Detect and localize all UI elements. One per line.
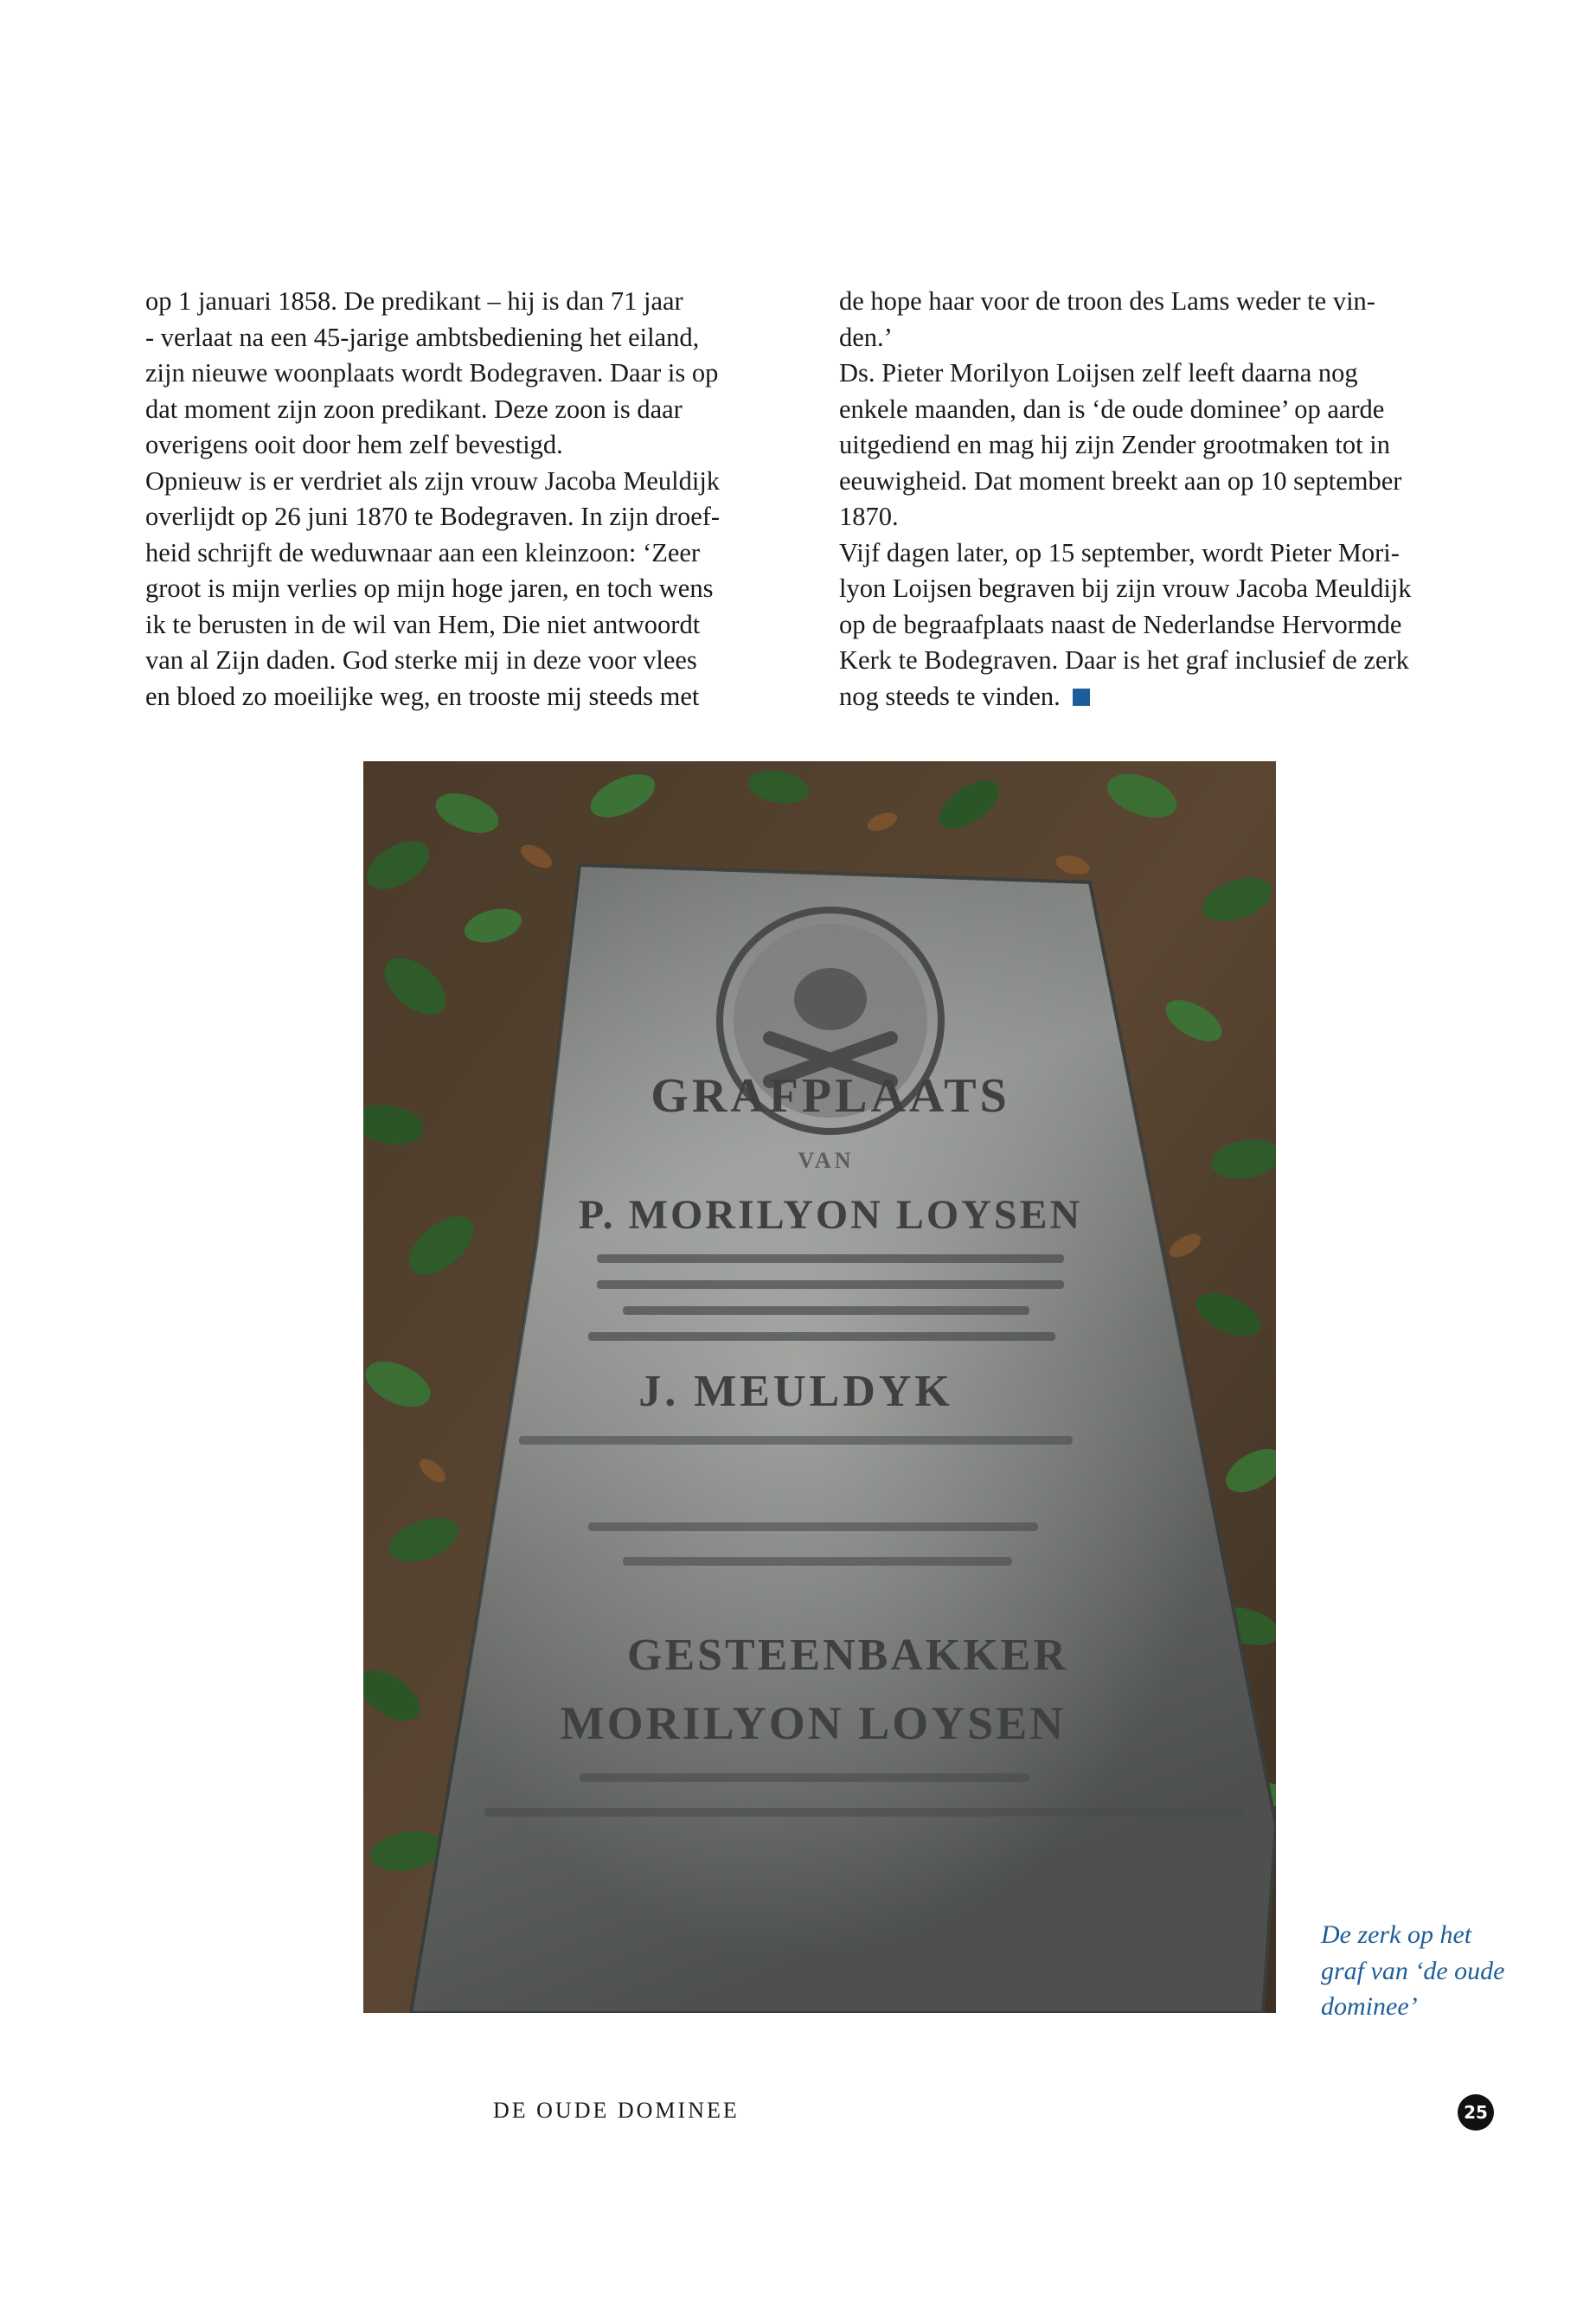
end-of-article-square-icon xyxy=(1073,689,1090,706)
text-line: op 1 januari 1858. De predikant – hij is dan 71 jaar xyxy=(145,286,683,316)
text-line xyxy=(839,679,1505,715)
inscription-line: MORILYON LOYSEN xyxy=(560,1697,1067,1749)
inscription-line: GRAFPLAATS xyxy=(651,1069,1010,1123)
text-line: de hope haar voor de troon des Lams weder te vin- xyxy=(839,286,1375,316)
text-line: Vijf dagen later, op 15 september, wordt Pieter Mori- xyxy=(839,537,1400,567)
inscription-line: P. MORILYON LOYSEN xyxy=(578,1192,1083,1238)
text-line: den.’ xyxy=(839,322,893,352)
left-column-text xyxy=(145,284,811,715)
text-line: heid schrijft de weduwnaar aan een kleinzoon: ‘Zeer xyxy=(145,537,701,567)
right-column-text xyxy=(839,284,1505,715)
gravestone-photo xyxy=(363,761,1276,2013)
caption-line: De zerk op het xyxy=(1321,1920,1472,1949)
text-line: dat moment zijn zoon predikant. Deze zoon is daar xyxy=(145,394,683,424)
page-number-badge: 25 xyxy=(1458,2094,1494,2131)
gravestone-illustration xyxy=(363,761,1276,2013)
inscription-line: GESTEENBAKKER xyxy=(626,1631,1069,1680)
text-line: overigens ooit door hem zelf bevestigd. xyxy=(145,430,563,459)
text-line: Ds. Pieter Morilyon Loijsen zelf leeft daarna nog xyxy=(839,358,1358,388)
article-right-column xyxy=(839,284,1505,715)
text-line: Opnieuw is er verdriet als zijn vrouw Jacoba Meuldijk xyxy=(145,465,721,496)
text-line: Kerk te Bodegraven. Daar is het graf inclusief de zerk xyxy=(839,645,1409,675)
photo-caption xyxy=(1321,1917,1546,2025)
text-line: groot is mijn verlies op mijn hoge jaren, en toch wens xyxy=(145,574,714,603)
caption-line: graf van ‘de oude xyxy=(1321,1956,1505,1985)
inscription-line: VAN xyxy=(798,1148,855,1173)
text-line: 1870. xyxy=(839,502,899,531)
text-line: lyon Loijsen begraven bij zijn vrouw Jacoba Meuldijk xyxy=(839,574,1412,603)
text-line: uitgediend en mag hij zijn Zender grootmaken tot in xyxy=(839,430,1390,459)
text-line: ik te berusten in de wil van Hem, Die niet antwoordt xyxy=(145,609,701,639)
text-line: zijn nieuwe woonplaats wordt Bodegraven. Daar is op xyxy=(145,358,719,388)
inscription-line: J. MEULDYK xyxy=(638,1367,953,1416)
text-line: overlijdt op 26 juni 1870 te Bodegraven. In zijn droef- xyxy=(145,502,721,531)
text-line: van al Zijn daden. God sterke mij in deze voor vlees xyxy=(145,645,697,675)
text-line: op de begraafplaats naast de Nederlandse Hervormde xyxy=(839,609,1402,639)
article-left-column xyxy=(145,284,811,715)
text-line: en bloed zo moeilijke weg, en trooste mij steeds met xyxy=(145,681,700,711)
text-line: eeuwigheid. Dat moment breekt aan op 10 september xyxy=(839,465,1402,496)
text-line: - verlaat na een 45-jarige ambtsbediening het eiland, xyxy=(145,322,700,352)
running-title: DE OUDE DOMINEE xyxy=(493,2098,740,2123)
caption-line: dominee’ xyxy=(1321,1992,1418,2021)
text-line-content: nog steeds te vinden. xyxy=(839,681,1061,711)
text-line: enkele maanden, dan is ‘de oude dominee’ op aarde xyxy=(839,394,1385,424)
